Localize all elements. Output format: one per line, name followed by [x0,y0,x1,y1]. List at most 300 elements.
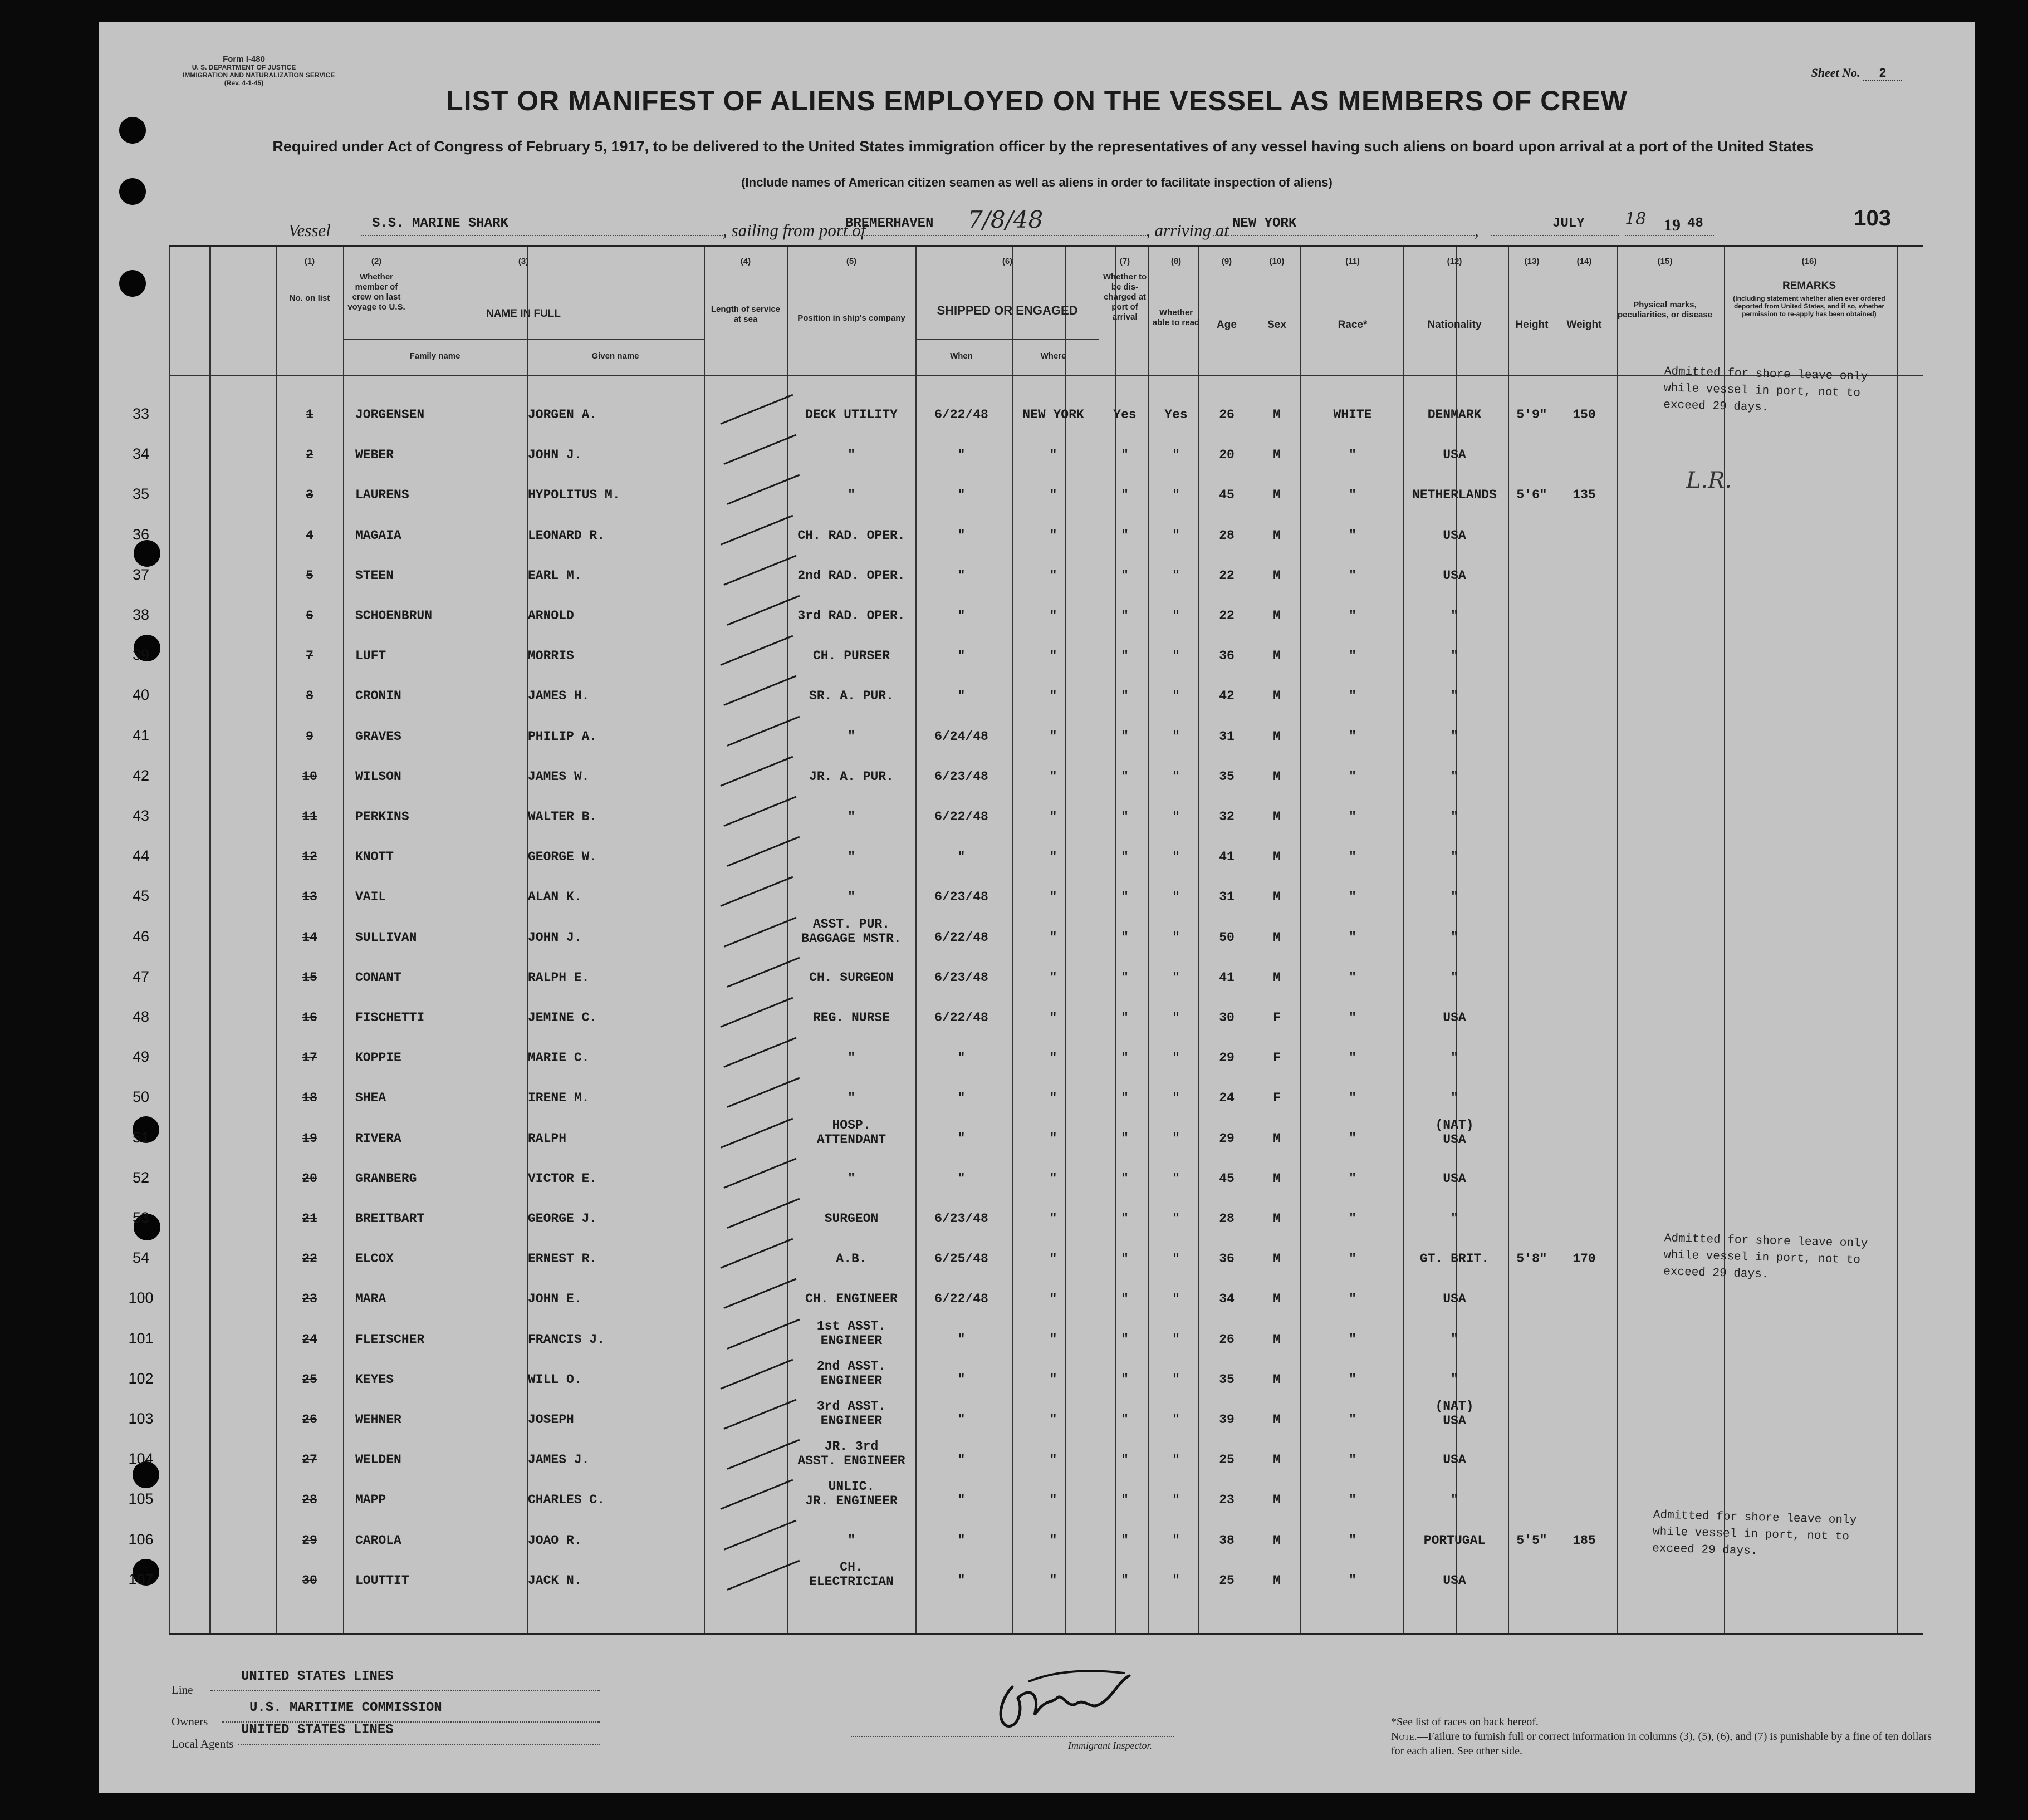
header-physical-marks: Physical marks, peculiarities, or disease [1617,300,1713,320]
cell-race: " [1349,850,1356,864]
cell-when: 6/24/48 [934,729,988,744]
cell-nationality-line2: USA [1443,1414,1466,1428]
footer-line-label: Line [172,1683,193,1696]
cell-sex: M [1273,1372,1281,1387]
cell-where: " [1049,1091,1057,1105]
cell-sex: M [1273,1493,1281,1507]
cell-race: " [1349,528,1356,543]
punch-hole [134,540,160,567]
cell-nat: " [1451,729,1458,744]
cell-age: 29 [1219,1131,1235,1146]
footer-line-value: UNITED STATES LINES [241,1669,394,1684]
cell-position: ASST. PUR. [812,917,890,931]
cell-when: " [957,1131,966,1146]
cell-read: " [1172,890,1180,904]
cell-where: " [1049,1051,1057,1065]
cell-race: " [1349,890,1356,904]
cell-read: " [1172,689,1180,703]
cell-family: RIVERA [355,1131,401,1146]
line-number: 47 [132,968,150,985]
cell-nationality-line2: USA [1443,1132,1466,1147]
cell-read: " [1172,850,1180,864]
manifest-sheet: Form I-480 U. S. DEPARTMENT OF JUSTICE IMMIGRATION AND NATURALIZATION SERVICE (Rev. 4-1-45) Sheet No. 2 LIST OR MANIFEST OF ALIENS EMPLOYED ON THE VESSEL AS MEMBERS OF CREW Required under Act of Congress of February 5, 1917, to be delivered to the United States immigration officer by the representatives of any vessel having such aliens on board upon arrival at a port of the United States (Include names of American citizen seamen as well as aliens in order to facilitate inspection of aliens) Vessel S.S. MARINE SHARK , sailing from port of BREMERHAVEN 7/8/48 , arriving at NEW YORK , JULY 18 19 48 103 (1) No. on list (2) Whether member of crew on last voyage to U.S. (3) NAME IN FULL Family name Given name (4) Length of service at sea (5) Position in ship's company (6) SHIPPED OR ENGAGED When Where (7) Whether to be dis-charged at port of arrival (8) Whether able to read (9) Age (10) Sex (11) Race* (12) Nationality (13) Height (14) Weight (15) Physical marks, peculiarities, or disease (16) REMARKS (Including statement whether alien ever ordered deported from United States, and if so, whether permission to re-apply has been obtained) 33 1 JORGENSEN JORGEN A. DECK UTILITY 6/22/48 NEW YORK Yes Yes 26 M WHITE DENMARK 5'9" 150 34 2 WEBER JOHN J. " " " " " 20 M " USA 35 3 LAURENS HYPOLITUS M. " " " " " 45 M " NETHERLANDS 5'6" 135 36 4 MAGAIA LEONARD R. CH. RAD. OPER. " " " " 28 M " USA 37 5 STEEN EARL M. 2nd RAD. OPER. " " " " 22 M " USA 38 6 SCHOENBRUN ARNOLD 3rd RAD. OPER. " " " " 22 M " " 39 7 LUFT MORRIS CH. PURSER " " " " 36 M " " 40 8 CRONIN JAMES H. SR. A. PUR. " " " " 42 M " " 41 9 GRAVES PHILIP A. " 6/24/48 " " " 31 M " " 42 10 WILSON JAMES W. JR. A. PUR. 6/23/48 " " " 35 M " " 43 11 PERKINS WALTER B. " 6/22/48 " " " 32 M " " 44 12 KNOTT GEORGE W. " " " " " 41 M " " 45 13 VAIL ALAN K. " 6/23/48 " " " 31 M " " 46 14 SULLIVAN JOHN J. ASST. PUR. BAGGAGE MSTR. 6/22/48 " " " 50 M " " 47 15 CONANT RALPH E. CH. SURGEON 6/23/48 " " " 41 M " " 48 16 FISCHETTI JEMINE C. REG. NURSE 6/22/48 " " " 30 F " USA 49 17 KOPPIE MARIE C. " " " " " 29 F " " 50 18 SHEA IRENE M. " " " " " 24 F " " 51 19 RIVERA RALPH HOSP. ATTENDANT " " " " 29 M " (NAT) USA 52 20 GRANBERG VICTOR E. " " " " " 45 M " USA 53 21 BREITBART GEORGE J. SURGEON 6/23/48 " " " 28 M " " 54 22 ELCOX ERNEST R. A.B. 6/25/48 " " " 36 M " GT. BRIT. 5'8" 170 100 23 MARA JOHN E. CH. ENGINEER 6/22/48 " " " 34 M " USA 101 24 FLEISCHER FRANCIS J. 1st ASST. ENGINEER " " " " 26 M " " 102 25 KEYES WILL O. 2nd ASST. ENGINEER " " " " 35 M " " 103 26 WEHNER JOSEPH 3rd ASST. ENGINEER " " " " 39 M " (NAT) USA 104 27 WELDEN JAMES J. JR. 3rd ASST. ENGINEER " " " " 25 M " USA 105 28 MAPP CHARLES C. UNLIC. JR. ENGINEER " " " " 23 M " " 106 29 CAROLA JOAO R. " " " " " 38 M " PORTUGAL 5'5" 185 107 30 LOUTTIT JACK N. CH. ELECTRICIAN " " " " 25 M " USA Admitted for shore leave only while vessel in port, not to exceed 29 days. L.R. Admitted for shore leave only while vessel in port, not to exceed 29 days. Admitted for shore leave only while vessel in port, not to exceed 29 days. Line UNITED STATES LINES Owners U.S. MARITIME COMMISSION Local Agents UNITED STATES LINES Immigrant Inspector. *See list of races on back hereof. Note.—Failure to furnish full or correct information in columns (3), (5), (6), and (7) is punishable by a fine of ten dollars for each alien. See other side. [99,22,1975,1793]
cell-position-line2: ASST. ENGINEER [797,1454,905,1468]
cell-family: KOPPIE [355,1051,401,1065]
cell-sex: M [1273,689,1281,703]
line-number: 105 [128,1490,154,1507]
cell-race: " [1349,1171,1356,1186]
cell-position: SURGEON [824,1211,879,1226]
cell-where: " [1049,1332,1057,1347]
cell-read: " [1172,1453,1180,1467]
punch-hole [119,270,146,297]
sheet-number: Sheet No. 2 [1811,66,1903,81]
header-remarks: REMARKS [1782,280,1836,292]
cell-sex: M [1273,448,1281,462]
line-number: 39 [132,646,150,663]
cell-when: " [957,1091,966,1105]
cell-read: " [1172,448,1180,462]
cell-nat: USA [1443,1010,1466,1025]
cell-disch: " [1121,568,1129,583]
cell-disch: " [1121,1493,1129,1507]
cell-sex: M [1273,850,1281,864]
cell-age: 32 [1219,810,1235,824]
cell-no: 14 [302,930,317,945]
cell-race: " [1349,1372,1356,1387]
cell-disch: " [1121,810,1129,824]
header-height: Height [1515,319,1549,331]
cell-given: GEORGE W. [528,850,597,864]
cell-sex: M [1273,1533,1281,1548]
line-number: 49 [132,1048,150,1065]
cell-age: 42 [1219,689,1235,703]
cell-race: " [1349,689,1356,703]
cell-age: 25 [1219,1453,1235,1467]
header-age: Age [1217,319,1237,331]
cell-read: " [1172,970,1180,985]
cell-disch: " [1121,729,1129,744]
cell-where: " [1049,850,1057,864]
cell-sex: M [1273,609,1281,623]
cell-position-line2: BAGGAGE MSTR. [801,931,902,946]
cell-no: 15 [302,970,317,985]
vessel-label: Vessel [288,220,331,240]
cell-given: EARL M. [528,568,582,583]
cell-position: REG. NURSE [812,1010,890,1025]
cell-where: " [1049,568,1057,583]
cell-where: " [1049,1211,1057,1226]
cell-read: " [1172,1252,1180,1266]
cell-where: " [1049,970,1057,985]
cell-age: 41 [1219,850,1235,864]
cell-disch: " [1121,930,1129,945]
cell-disch: " [1121,1533,1129,1548]
cell-when: " [957,1533,966,1548]
cell-where: " [1049,890,1057,904]
cell-height: 5'9" [1516,408,1547,422]
cell-sex: M [1273,890,1281,904]
cell-position: " [848,1051,855,1065]
cell-no: 3 [306,488,313,502]
cell-age: 28 [1219,528,1235,543]
cell-position: 3rd RAD. OPER. [797,609,905,623]
cell-given: JAMES W. [528,769,590,784]
cell-nat: " [1451,689,1458,703]
cell-where: " [1049,1412,1057,1427]
cell-no: 18 [302,1091,317,1105]
cell-read: " [1172,1573,1180,1588]
cell-no: 8 [306,689,313,703]
line-number: 53 [132,1209,150,1226]
cell-family: SULLIVAN [355,930,417,945]
cell-race: " [1349,649,1356,663]
cell-race: " [1349,1292,1356,1306]
punch-hole [119,117,146,144]
cell-disch: " [1121,1091,1129,1105]
cell-family: VAIL [355,890,386,904]
cell-race: " [1349,729,1356,744]
cell-age: 24 [1219,1091,1235,1105]
cell-no: 25 [302,1372,317,1387]
header-length-of-service: Length of service at sea [711,305,781,324]
cell-where: " [1049,528,1057,543]
cell-position-line2: ENGINEER [820,1414,883,1428]
cell-sex: M [1273,528,1281,543]
cell-age: 35 [1219,1372,1235,1387]
cell-read: " [1172,649,1180,663]
line-number: 50 [132,1088,150,1105]
remark-shore-leave: Admitted for shore leave only while vessel in port, not to exceed 29 days. [1663,1232,1868,1282]
cell-nat: USA [1443,1171,1466,1186]
cell-nat: " [1451,609,1458,623]
cell-nat: USA [1443,1292,1466,1306]
cell-sex: M [1273,1171,1281,1186]
page-subnote: (Include names of American citizen seamen as well as aliens in order to facilitate inspection of aliens) [741,175,1333,189]
cell-no: 22 [302,1252,317,1266]
cell-read: " [1172,1332,1180,1347]
cell-family: KNOTT [355,850,394,864]
cell-read: " [1172,1010,1180,1025]
cell-disch: " [1121,448,1129,462]
cell-race: " [1349,1573,1356,1588]
cell-nat: GT. BRIT. [1419,1252,1490,1266]
cell-nat: " [1451,890,1458,904]
cell-when: " [957,1372,966,1387]
cell-weight: 150 [1573,408,1596,422]
cell-read: " [1172,1211,1180,1226]
cell-no: 9 [306,729,313,744]
cell-position: 2nd ASST. [816,1359,886,1373]
cell-where: " [1049,930,1057,945]
cell-when: 6/22/48 [934,810,988,824]
cell-where: " [1049,1372,1057,1387]
cell-race: " [1349,1412,1356,1427]
cell-no: 27 [302,1453,317,1467]
cell-when: 6/23/48 [934,970,988,985]
cell-given: MARIE C. [528,1051,590,1065]
cell-no: 10 [302,769,317,784]
cell-where: " [1049,769,1057,784]
cell-disch: " [1121,609,1129,623]
cell-race: " [1349,769,1356,784]
cell-family: PERKINS [355,810,409,824]
remark-shore-leave: Admitted for shore leave only while vessel in port, not to exceed 29 days. [1652,1509,1857,1558]
cell-given: ALAN K. [528,890,582,904]
cell-disch: " [1121,488,1129,502]
cell-no: 19 [302,1131,317,1146]
cell-sex: F [1273,1091,1281,1105]
cell-family: STEEN [355,568,394,583]
line-number: 101 [128,1330,154,1347]
cell-sex: F [1273,1010,1281,1025]
line-number: 35 [132,485,150,502]
cell-disch: Yes [1113,408,1137,422]
cell-family: MARA [355,1292,386,1306]
cell-sex: M [1273,1573,1281,1588]
cell-age: 45 [1219,488,1235,502]
cell-position: " [848,448,855,462]
cell-read: " [1172,488,1180,502]
cell-sex: M [1273,1453,1281,1467]
cell-nat: USA [1443,448,1466,462]
cell-read: " [1172,1292,1180,1306]
cell-where: " [1049,1131,1057,1146]
cell-no: 21 [302,1211,317,1226]
cell-read: " [1172,609,1180,623]
cell-disch: " [1121,1051,1129,1065]
cell-where: " [1049,1252,1057,1266]
cell-nat: USA [1443,1573,1466,1588]
cell-age: 38 [1219,1533,1235,1548]
cell-given: JOHN E. [528,1292,582,1306]
cell-family: JORGENSEN [355,408,425,422]
manifest-table: (1) No. on list (2) Whether member of crew on last voyage to U.S. (3) NAME IN FULL Family name Given name (4) Length of service at sea (5) Position in ship's company (6) SHIPPED OR ENGAGED When Where (7) Whether to be dis-charged at port of arrival (8) Whether able to read (9) Age (10) Sex (11) Race* (12) Nationality (13) Height (14) Weight (15) Physical marks, peculiarities, or disease (16) REMARKS (Including statement whether alien ever ordered deported from United States, and if so, whether permission to re-apply has been obtained) [169,245,1923,1635]
cell-no: 7 [306,649,313,663]
cell-when: " [957,568,966,583]
cell-disch: " [1121,649,1129,663]
cell-when: 6/23/48 [934,769,988,784]
cell-nat: " [1451,1211,1458,1226]
form-identifier: Form I-480 U. S. DEPARTMENT OF JUSTICE IMMIGRATION AND NATURALIZATION SERVICE (Rev. 4-1-45) [183,55,335,87]
cell-nat: " [1451,1091,1458,1105]
sailing-label: , sailing from port of [723,220,866,240]
header-last-voyage: Whether member of crew on last voyage to U.S. [347,272,405,312]
line-number: 40 [132,686,150,703]
cell-position: JR. 3rd [824,1439,879,1454]
cell-read: " [1172,568,1180,583]
cell-position-line2: ATTENDANT [816,1132,886,1147]
cell-no: 6 [306,609,313,623]
cell-family: LAURENS [355,488,409,502]
cell-given: VICTOR E. [528,1171,597,1186]
cell-when: " [957,1453,966,1467]
line-number: 102 [128,1370,154,1387]
cell-when: " [957,850,966,864]
cell-position: CH. ENGINEER [805,1292,898,1306]
cell-family: KEYES [355,1372,394,1387]
cell-position-line2: ENGINEER [820,1373,883,1388]
cell-family: LUFT [355,649,386,663]
cell-age: 31 [1219,890,1235,904]
cell-family: LOUTTIT [355,1573,409,1588]
cell-race: " [1349,448,1356,462]
cell-sex: M [1273,970,1281,985]
footer-agents-label: Local Agents [172,1737,234,1750]
cell-family: WELDEN [355,1453,401,1467]
cell-position-line2: ELECTRICIAN [809,1574,894,1589]
header-no-on-list: No. on list [289,293,330,303]
cell-given: RALPH E. [528,970,590,985]
cell-age: 28 [1219,1211,1235,1226]
cell-age: 26 [1219,1332,1235,1347]
line-number: 107 [128,1571,154,1588]
arriving-label: , arriving at [1146,220,1229,240]
cell-where: " [1049,649,1057,663]
cell-disch: " [1121,850,1129,864]
cell-position-line2: ENGINEER [820,1333,883,1348]
cell-sex: M [1273,810,1281,824]
cell-given: RALPH [528,1131,567,1146]
cell-family: BREITBART [355,1211,425,1226]
cell-no: 24 [302,1332,317,1347]
cell-read: " [1172,528,1180,543]
cell-sex: M [1273,930,1281,945]
cell-nat: PORTUGAL [1423,1533,1486,1548]
cell-where: " [1049,448,1057,462]
cell-disch: " [1121,1010,1129,1025]
cell-given: ERNEST R. [528,1252,597,1266]
penalty-note: Note.—Failure to furnish full or correct information in columns (3), (5), (6), and (7) is punishable by a fine of ten dollars for each alien. See other side. [1391,1730,1932,1757]
footer-owners-label: Owners [172,1715,208,1728]
cell-when: " [957,448,966,462]
cell-age: 36 [1219,649,1235,663]
cell-when: " [957,1332,966,1347]
arrival-day: 18 [1625,209,1647,229]
line-number: 38 [132,606,150,623]
cell-age: 50 [1219,930,1235,945]
cell-when: " [957,1573,966,1588]
cell-position: " [848,850,855,864]
cell-given: MORRIS [528,649,574,663]
cell-when: " [957,1412,966,1427]
cell-family: ELCOX [355,1252,394,1266]
cell-no: 2 [306,448,313,462]
line-number: 103 [128,1410,154,1427]
cell-given: JACK N. [528,1573,582,1588]
cell-no: 20 [302,1171,317,1186]
cell-age: 20 [1219,448,1235,462]
cell-position: " [848,1533,855,1548]
cell-no: 28 [302,1493,317,1507]
cell-disch: " [1121,1131,1129,1146]
cell-when: 6/22/48 [934,1010,988,1025]
cell-sex: M [1273,568,1281,583]
cell-family: MAPP [355,1493,386,1507]
cell-when: 6/23/48 [934,1211,988,1226]
cell-age: 35 [1219,769,1235,784]
cell-disch: " [1121,1292,1129,1306]
cell-nat: " [1451,970,1458,985]
line-number: 48 [132,1008,150,1025]
cell-race: " [1349,930,1356,945]
cell-where: " [1049,1493,1057,1507]
cell-sex: M [1273,1252,1281,1266]
cell-when: " [957,1493,966,1507]
header-where: Where [1040,351,1066,361]
line-number: 34 [132,445,150,462]
cell-given: CHARLES C. [528,1493,605,1507]
cell-age: 34 [1219,1292,1235,1306]
year-suffix: 48 [1687,216,1703,231]
cell-when: " [957,649,966,663]
cell-read: " [1172,1131,1180,1146]
cell-height: 5'5" [1516,1533,1547,1548]
cell-no: 29 [302,1533,317,1548]
cell-read: " [1172,1051,1180,1065]
departure-port: BREMERHAVEN [845,216,934,231]
cell-race: " [1349,1051,1356,1065]
header-position: Position in ship's company [797,313,905,323]
cell-where: " [1049,1171,1057,1186]
header-weight: Weight [1566,319,1602,331]
cell-sex: M [1273,488,1281,502]
line-number: 100 [128,1289,154,1306]
cell-where: " [1049,488,1057,502]
header-family-name: Family name [409,351,461,361]
cell-when: " [957,488,966,502]
cell-no: 16 [302,1010,317,1025]
cell-where: " [1049,810,1057,824]
cell-nat: USA [1443,568,1466,583]
line-number: 41 [132,727,150,744]
cell-race: WHITE [1333,408,1372,422]
cell-race: " [1349,609,1356,623]
line-number: 44 [132,847,150,864]
cell-where: " [1049,1453,1057,1467]
arrival-month: JULY [1552,216,1585,231]
cell-disch: " [1121,1252,1129,1266]
cell-given: LEONARD R. [528,528,605,543]
header-shipped-or-engaged: SHIPPED OR ENGAGED [937,303,1078,317]
cell-given: IRENE M. [528,1091,590,1105]
cell-family: GRAVES [355,729,401,744]
cell-read: " [1172,1091,1180,1105]
line-number: 33 [132,405,150,422]
cell-where: " [1049,1573,1057,1588]
line-number: 106 [128,1531,154,1548]
cell-disch: " [1121,528,1129,543]
cell-race: " [1349,568,1356,583]
cell-nat: " [1451,930,1458,945]
cell-disch: " [1121,1171,1129,1186]
cell-nat: " [1451,1051,1458,1065]
cell-family: WEBER [355,448,394,462]
remark-shore-leave: Admitted for shore leave only while vessel in port, not to exceed 29 days. [1663,365,1868,415]
cell-nat: " [1451,1332,1458,1347]
cell-no: 23 [302,1292,317,1306]
cell-nat: (NAT) [1435,1399,1474,1414]
cell-family: GRANBERG [355,1171,417,1186]
cell-when: 6/22/48 [934,1292,988,1306]
cell-where: NEW YORK [1022,408,1084,422]
cell-read: " [1172,1372,1180,1387]
line-number: 45 [132,887,150,904]
cell-family: FISCHETTI [355,1010,425,1025]
cell-read: Yes [1164,408,1188,422]
cell-position: DECK UTILITY [805,408,898,422]
cell-read: " [1172,930,1180,945]
